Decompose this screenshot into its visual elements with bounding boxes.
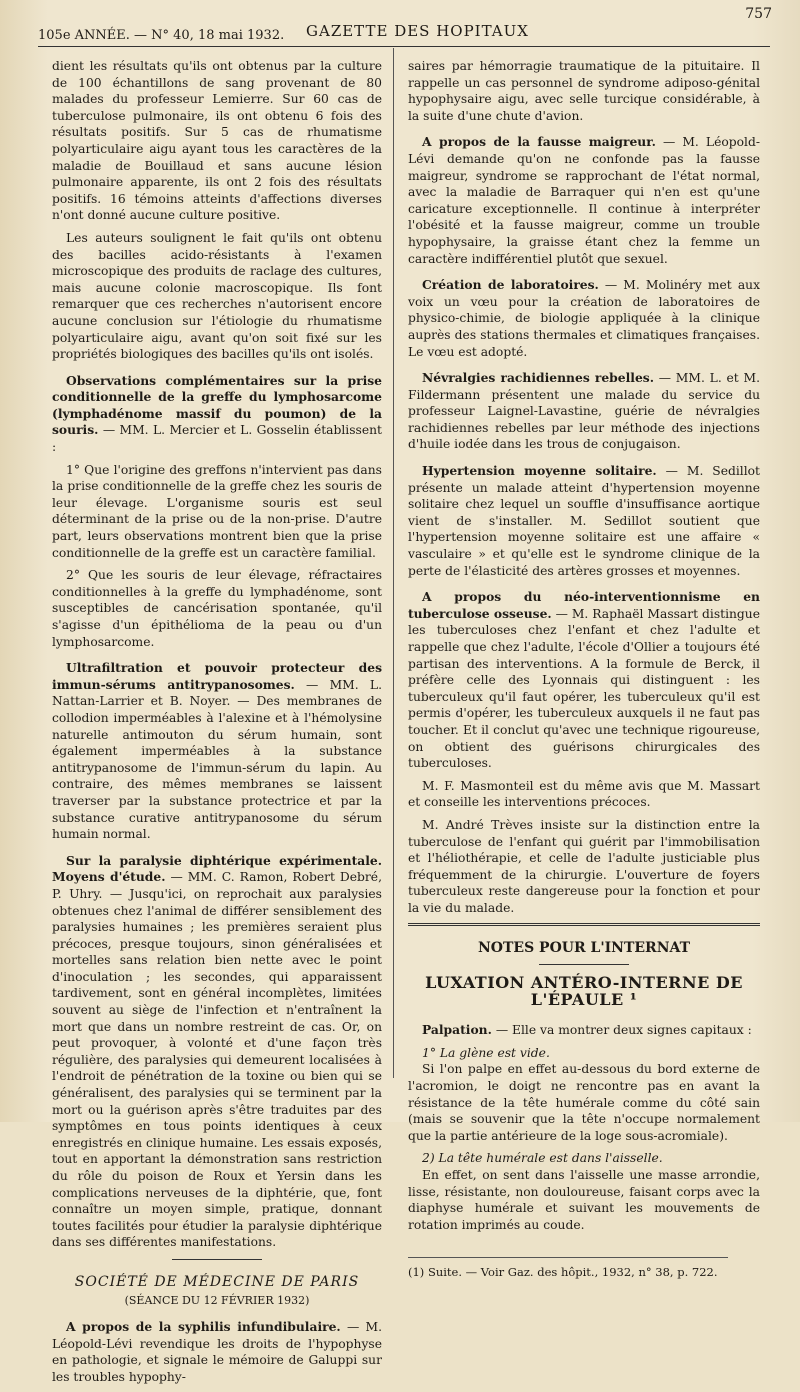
section-title: Ultrafiltration et pouvoir protecteur des immun-sérums antitrypanosomes. xyxy=(52,660,382,692)
section xyxy=(408,589,760,772)
paragraph: 2° Que les souris de leur élevage, réfractaires conditionnelles à la greffe du lymphadénome, sont susceptibles de cancérisation spontanée, qu'il s'agisse d'un épithélioma de la peau ou d'un lymphosarcome. xyxy=(52,568,382,649)
paragraph: M. F. Masmonteil est du même avis que M. Massart et conseille les interventions précoces. xyxy=(408,778,760,810)
section-title: Observations complémentaires sur la prise conditionnelle de la greffe du lymphosarcome (lymphadénome massif du poumon) de la souris. xyxy=(52,372,382,438)
paragraph: M. André Trèves insiste sur la distinction entre la tuberculose de l'enfant qui guérit par l'immobilisation et l'héliothérapie, et celle de l'adulte justiciable plus fréquemment de la chirurgie. L'ouverture de foyers tuberculeux reste dangereuse pour la fonction et pour la vie du malade. xyxy=(408,817,760,915)
paragraph: dient les résultats qu'ils ont obtenus par la culture de 100 échantillons de sang provenant de 80 malades du professeur Lemierre. Sur 60 cas de tuberculose pulmonaire, ils ont obtenu 6 fois des résultats positifs. Sur 5 cas de rhumatisme polyarticulaire aigu ayant tous les caractères de la maladie de Bouillaud et sans aucune lésion pulmonaire apparente, ils ont 2 fois des résultats positifs. 16 témoins atteints d'affections diverses n'ont donné aucune culture positive. xyxy=(52,59,382,223)
sign-heading: 2) La tête humérale est dans l'aisselle. xyxy=(422,1151,663,1166)
sign-heading: 1° La glène est vide. xyxy=(422,1045,550,1060)
column-divider xyxy=(393,48,394,1078)
section-body: — M. Raphaël Massart distingue les tuberculoses chez l'enfant et chez l'adulte et rappelle que chez l'adulte, l'école d'Ollier a toujours été partisan des interventions. A la formule de Berck, il préfère celle des Lyonnais qui distinguent : les tuberculeux qu'il faut opérer, les tuberculeux qu'il est permis d'opérer, les tuberculeux auxquels il ne faut pas toucher. Et il conclut qu'avec une technique rigoureuse, on obtient des guérisons chirurgicales des tuberculoses. xyxy=(408,606,760,771)
section-title: A propos du néo-interventionnisme en tuberculose osseuse. xyxy=(408,589,760,621)
footnote: (1) Suite. — Voir Gaz. des hôpit., 1932, n° 38, p. 722. xyxy=(408,1257,728,1281)
page-number: 757 xyxy=(745,6,772,22)
section-body: — Elle va montrer deux signes capitaux : xyxy=(491,1023,752,1038)
section-title: A propos de la fausse maigreur. xyxy=(422,134,656,150)
header-rule xyxy=(38,46,770,47)
paragraph: En effet, on sent dans l'aisselle une masse arrondie, lisse, résistante, non douloureuse, faisant corps avec la diaphyse humérale et suivant les mouvements de rotation imprimés au coude. xyxy=(408,1168,760,1232)
article-title: LUXATION ANTÉRO-INTERNE DE L'ÉPAULE ¹ xyxy=(425,973,743,1009)
society-heading: SOCIÉTÉ DE MÉDECINE DE PARIS xyxy=(74,1273,360,1290)
section xyxy=(52,1319,382,1385)
paragraph: Les auteurs soulignent le fait qu'ils ont obtenu des bacilles acido-résistants à l'examen microscopique des produits de raclage des cultures, mais aucune colonie macroscopique. Ils font remarquer que ces recherches n'autorisent encore aucune conclusion sur l'étiologie du rhumatisme polyarticulaire aigu, avant qu'on soit fixé sur les propriétés biologiques des bacilles qu'ils ont isolés. xyxy=(52,230,382,362)
paragraph: 1° Que l'origine des greffons n'intervient pas dans la prise conditionnelle de la greffe chez les souris de leur élevage. L'organisme souris est seul déterminant de la prise ou de la non-prise. D'autre part, leurs observations montrent bien que la prise conditionnelle de la greffe est un caractère familial. xyxy=(52,462,382,560)
section xyxy=(52,853,382,1251)
section-body: — M. Léopold-Lévi revendique les droits de l'hypophyse en pathologie, et signale le mémoire de Galuppi sur les troubles hypophy- xyxy=(52,1320,382,1384)
section xyxy=(408,463,760,579)
section-title: Névralgies rachidiennes rebelles. xyxy=(422,370,654,386)
section xyxy=(52,373,382,456)
section-body: — MM. L. Nattan-Larrier et B. Noyer. — Des membranes de collodion imperméables à l'alexine et à l'hémolysine naturelle antimouton du sérum humain, sont également imperméables à la substance antitrypanosome de l'immun-sérum du lapin. Au contraire, des mêmes membranes se laissent traverser par la substance protectrice et par la substance curative antitrypanosome du sérum humain normal. xyxy=(52,677,382,842)
section xyxy=(408,1022,760,1039)
seance-date: (SÉANCE DU 12 FÉVRIER 1932) xyxy=(124,1293,310,1307)
issue-line: 105e ANNÉE. — N° 40, 18 mai 1932. xyxy=(38,28,285,43)
section-authors: — MM. L. Mercier et L. Gosselin établissent : xyxy=(52,423,382,455)
paragraph: Si l'on palpe en effet au-dessous du bord externe de l'acromion, le doigt ne rencontre pas en avant la résistance de la tête humérale comme du côté sain (mais se souvenir que la tête n'occupe normalement que la partie antérieure de la loge sous-acromiale). xyxy=(408,1062,760,1143)
section-body: — MM. L. et M. Fildermann présentent une malade du service du professeur Laignel-Lavastine, guérie de névralgies rachidiennes rebelles par leur méthode des injections d'huile iodée dans les trous de conjugaison. xyxy=(408,371,760,452)
section-body: — M. Sedillot présente un malade atteint d'hypertension moyenne solitaire chez lequel un souffle d'insuffisance aortique vient de s'installer. M. Sedillot soutient que l'hypertension moyenne solitaire est une affaire « vasculaire » et qu'elle est le syndrome clinique de la perte de l'élasticité des artères grosses et moyennes. xyxy=(408,464,760,578)
section-body: — MM. C. Ramon, Robert Debré, P. Uhry. — Jusqu'ici, on reprochait aux paralysies obtenues chez l'animal de différer sensiblement des paralysies humaines ; les premières seraient plus précoces, presque toujours, sinon généralisées et mortelles sans relation bien nette avec le point d'inoculation ; les secondes, qui apparaissent tardivement, sont en général incomplètes, limitées souvent au siège de l'infection et n'entraînent la mort que dans un nombre restreint de cas. Or, on peut provoquer, à volonté et d'une façon très régulière, des paralysies qui demeurent localisées à l'endroit de pénétration de la toxine ou bien qui se généralisent, des paralysies qui se terminent par la mort ou la guérison après s'être traduites par des symptômes en tous points identiques à ceux enregistrés en clinique humaine. Les essais exposés, tout en apportant la démonstration sans restriction du rôle du poison de Roux et Yersin dans les complications nerveuses de la diphtérie, que, font connaître un moyen simple, pratique, donnant toutes facilités pour étudier la paralysie diphtérique dans ses différentes manifestations. xyxy=(52,870,382,1250)
section-body: — M. Molinéry met aux voix un vœu pour la création de laboratoires de physico-chimie, de biologie appliquée à la clinique auprès des stations thermales et climatiques françaises. Le vœu est adopté. xyxy=(408,278,761,359)
left-column xyxy=(52,58,382,1392)
section-body: — M. Léopold-Lévi demande qu'on ne confonde pas la fausse maigreur, syndrome se rapprochant de l'état normal, avec la maladie de Barraquer qui n'en est qu'une caricature exceptionnelle. Il continue à interpréter l'obésité et la fausse maigreur, comme un trouble hypophysaire, la graisse étant chez la femme un caractère indifférentiel plutôt que sexuel. xyxy=(408,135,761,266)
section xyxy=(408,134,760,267)
section-title: Sur la paralysie diphtérique expérimentale. Moyens d'étude. xyxy=(52,852,382,885)
double-rule xyxy=(408,923,760,926)
divider xyxy=(539,964,629,965)
paragraph: saires par hémorragie traumatique de la pituitaire. Il rappelle un cas personnel de syndrome adiposo-génital hypophysaire aigu, avec selle turcique considérable, à la suite d'une chute d'avion. xyxy=(408,59,760,123)
section xyxy=(408,370,760,453)
section xyxy=(408,277,760,360)
running-header xyxy=(38,6,780,46)
section-title: Création de laboratoires. xyxy=(422,277,599,293)
section-title: A propos de la syphilis infundibulaire. xyxy=(66,1319,341,1335)
divider xyxy=(172,1259,262,1260)
journal-title: GAZETTE DES HOPITAUX xyxy=(306,22,529,40)
section xyxy=(52,660,382,843)
right-column xyxy=(408,58,760,1281)
notes-heading: NOTES POUR L'INTERNAT xyxy=(477,939,691,956)
section-title: Hypertension moyenne solitaire. xyxy=(422,463,657,479)
section-title: Palpation. xyxy=(422,1022,492,1038)
